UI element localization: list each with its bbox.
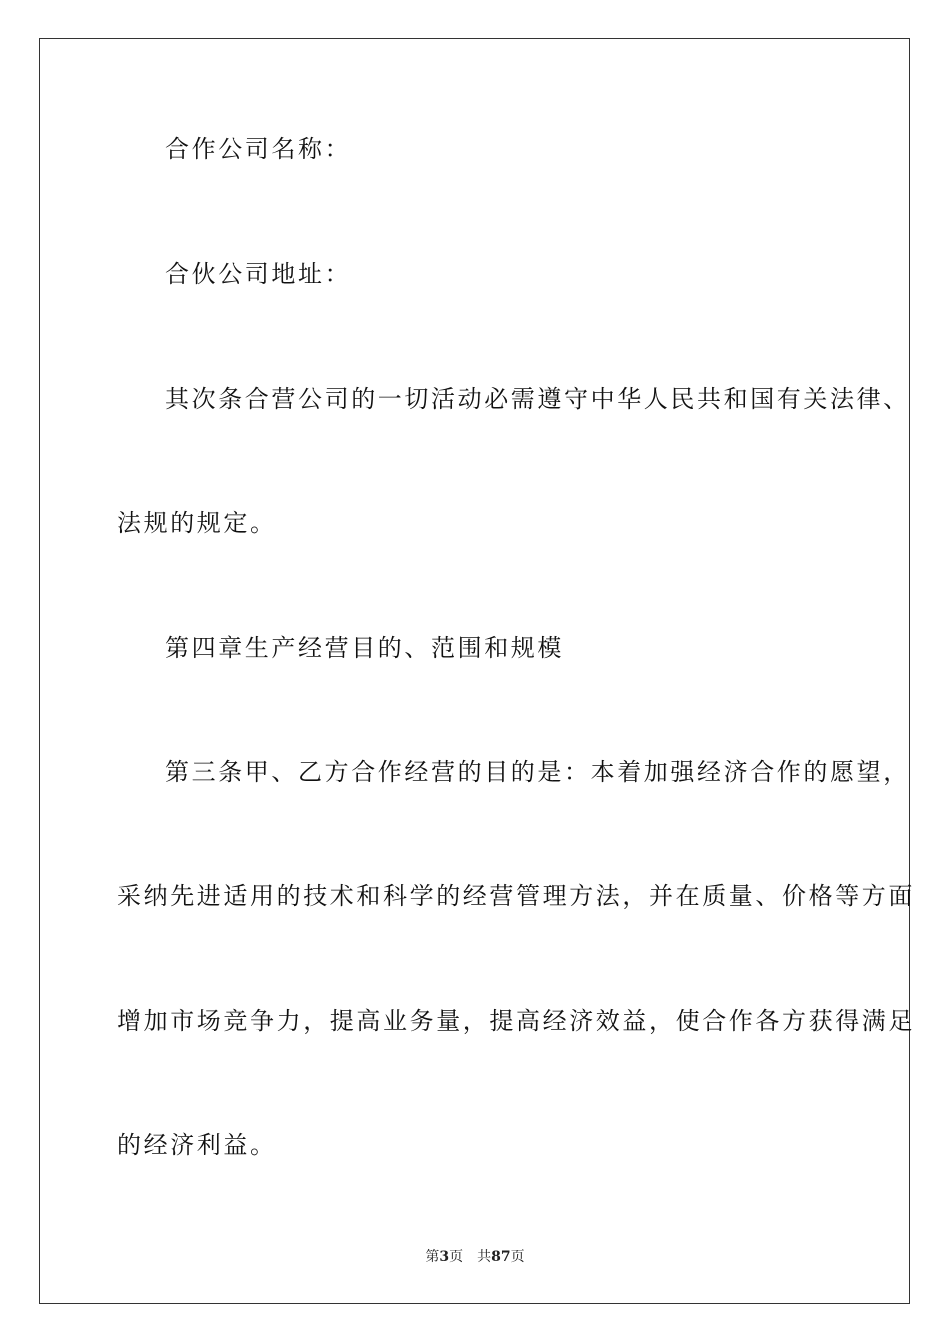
paragraph-line: 的经济利益。 <box>117 1131 277 1159</box>
paragraph-line: 采纳先进适用的技术和科学的经营管理方法，并在质量、价格等方面 <box>117 882 915 910</box>
total-suffix: 页 <box>510 1249 525 1265</box>
paragraph-line: 法规的规定。 <box>117 509 277 537</box>
company-address-line: 合伙公司地址： <box>165 260 352 288</box>
page-frame <box>39 38 910 1304</box>
company-name-line: 合作公司名称： <box>165 135 352 163</box>
page-footer <box>0 1248 950 1266</box>
chapter-heading: 第四章生产经营目的、范围和规模 <box>165 634 564 662</box>
page-number: 3 <box>439 1249 450 1265</box>
total-pages: 87 <box>491 1249 511 1265</box>
total-prefix: 共 <box>477 1249 492 1265</box>
paragraph-line: 第三条甲、乙方合作经营的目的是：本着加强经济合作的愿望， <box>165 758 910 786</box>
paragraph-line: 增加市场竞争力，提高业务量，提高经济效益，使合作各方获得满足 <box>117 1007 915 1035</box>
page-prefix: 第 <box>425 1249 440 1265</box>
paragraph-line: 其次条合营公司的一切活动必需遵守中华人民共和国有关法律、 <box>165 385 910 413</box>
page-suffix: 页 <box>449 1249 464 1265</box>
